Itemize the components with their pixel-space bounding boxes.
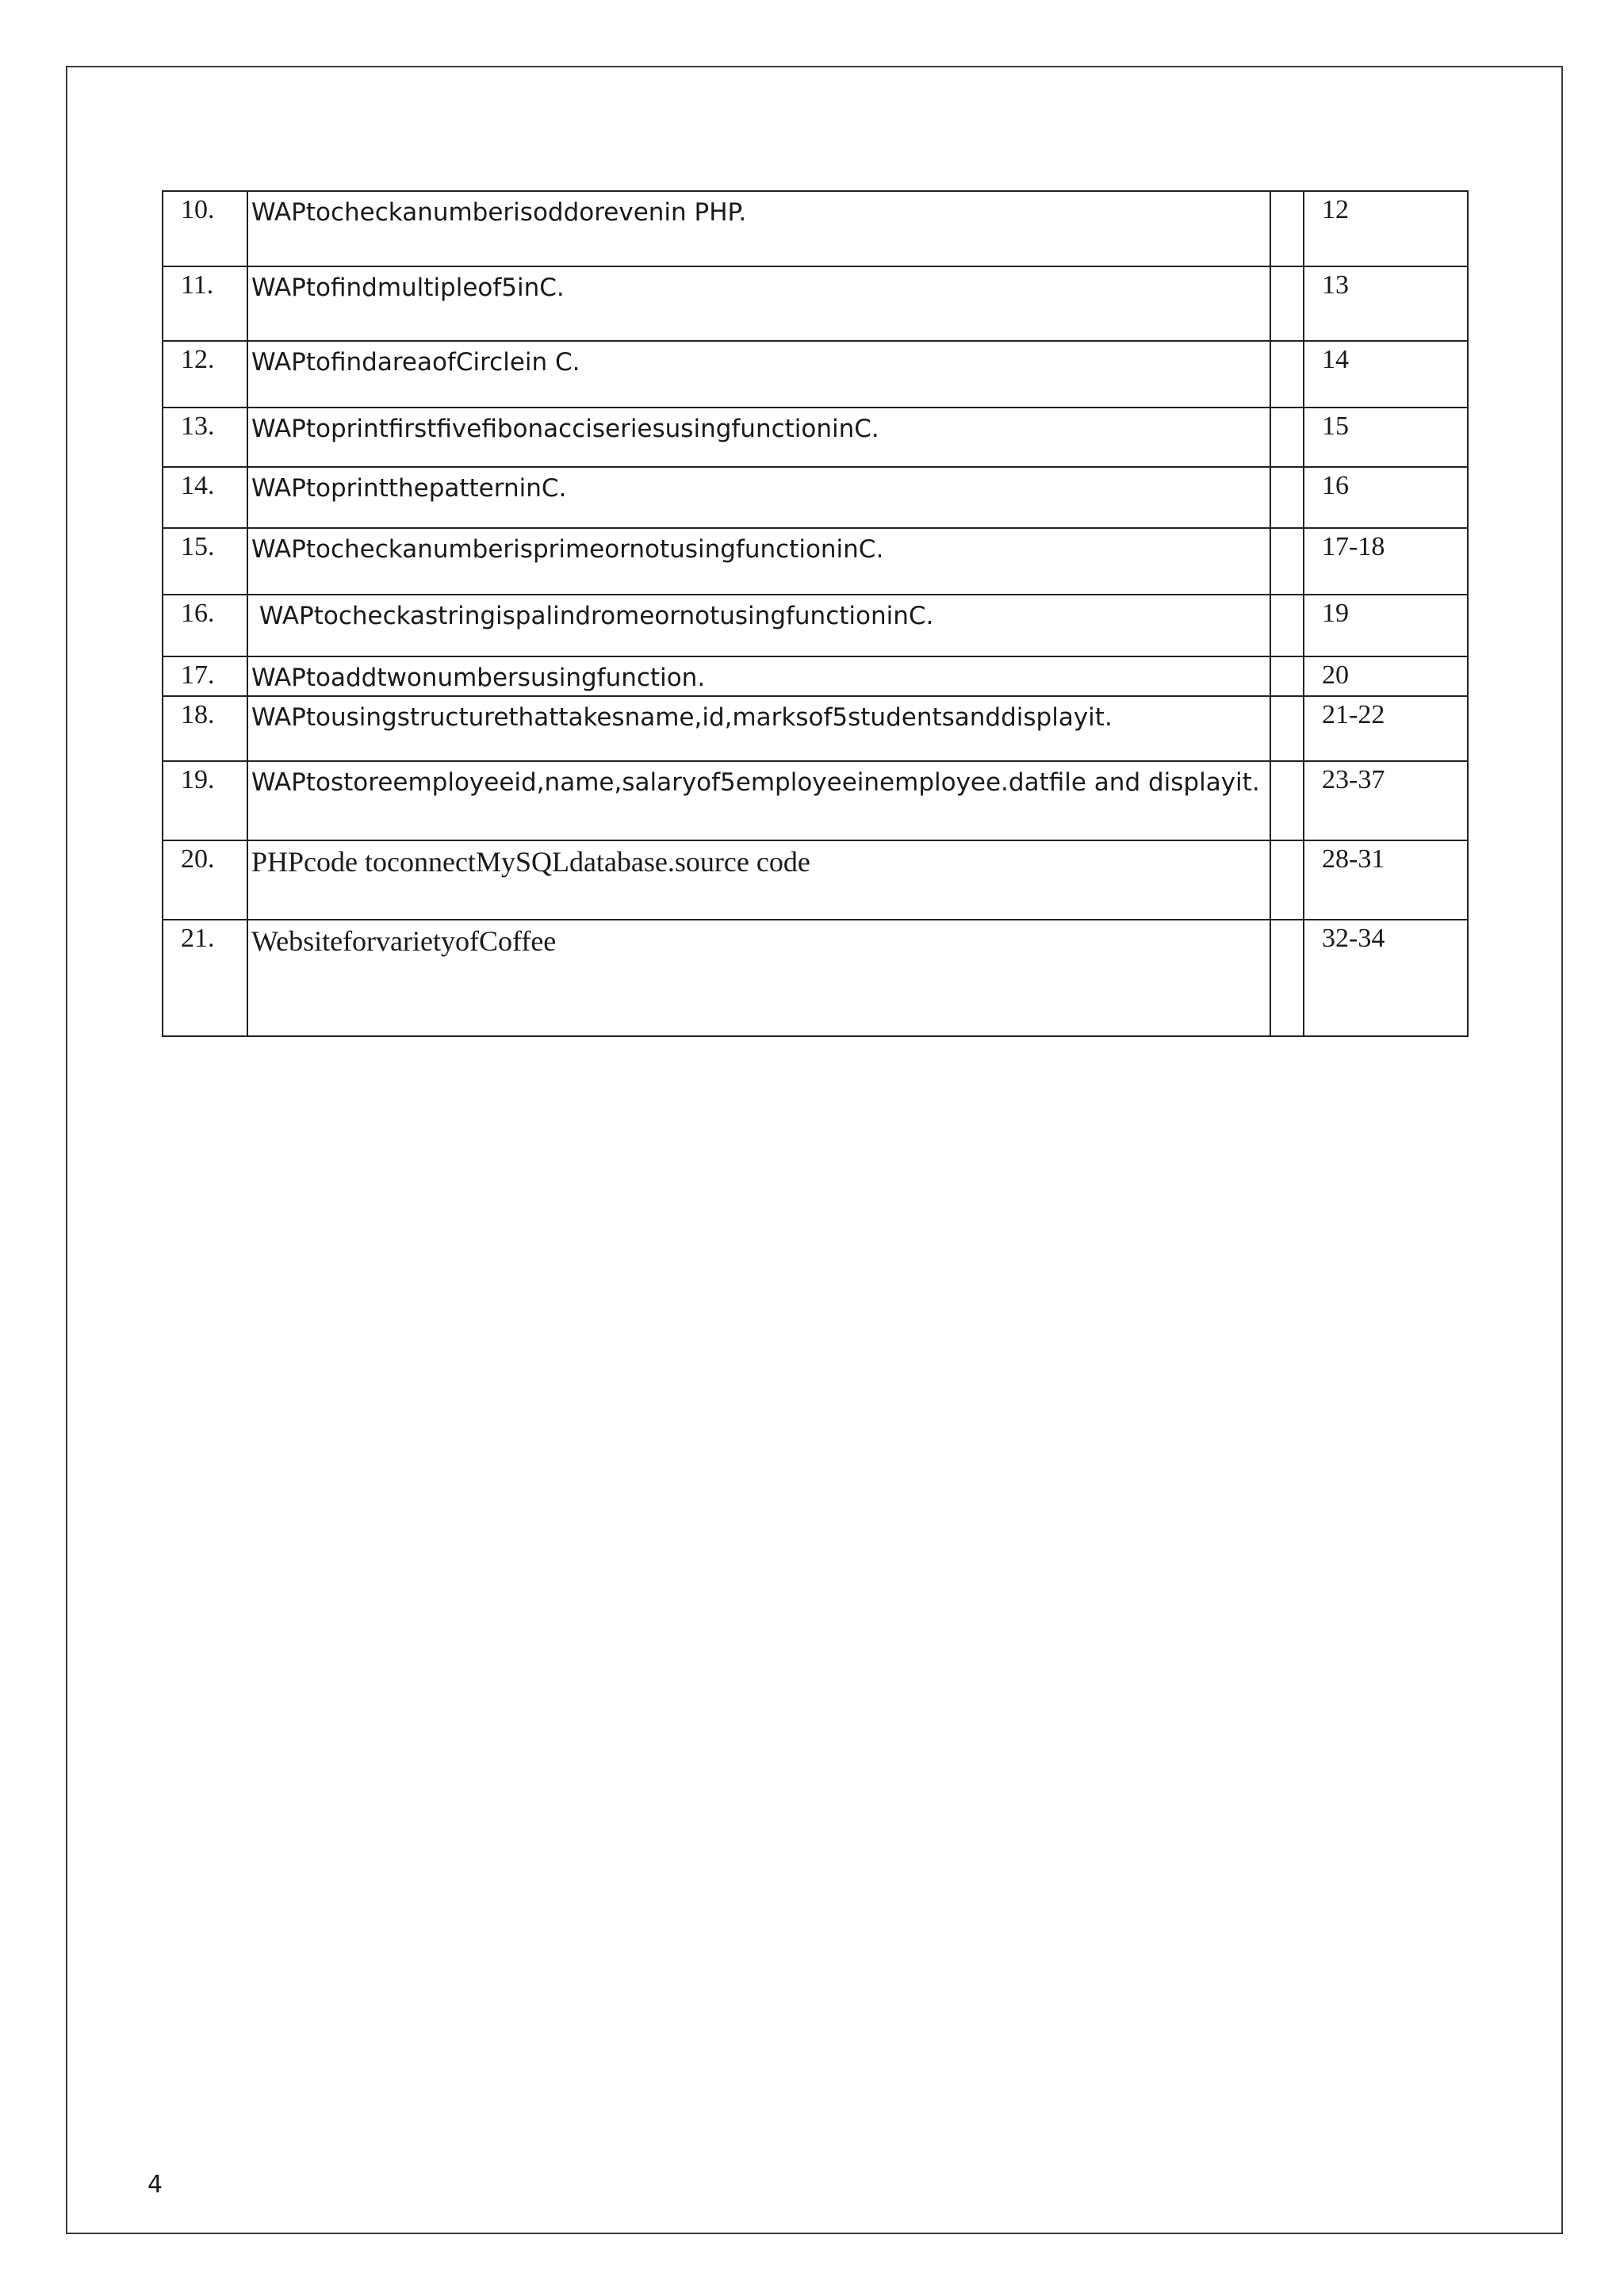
- row-pages: 12: [1304, 191, 1468, 266]
- row-pages: 13: [1304, 266, 1468, 341]
- row-number: 18.: [163, 696, 247, 761]
- row-number: 16.: [163, 595, 247, 656]
- blank-cell: [1270, 408, 1304, 467]
- row-title: WAPtocheckanumberisoddorevenin PHP.: [247, 191, 1270, 266]
- table-row: [163, 191, 1468, 266]
- table-of-contents: [162, 190, 1469, 1037]
- toc-body: [163, 191, 1468, 1036]
- row-title: WAPtousingstructurethattakesname,id,marksof5studentsanddisplayit.: [247, 696, 1270, 761]
- row-title: WAPtoprintthepatterninC.: [247, 467, 1270, 528]
- row-pages: 20: [1304, 656, 1468, 696]
- row-pages: 32-34: [1304, 920, 1468, 1036]
- row-pages: 17-18: [1304, 528, 1468, 595]
- row-title: PHPcode toconnectMySQLdatabase.source code: [247, 840, 1270, 920]
- table-row: [163, 341, 1468, 408]
- table-row: [163, 467, 1468, 528]
- row-number: 13.: [163, 408, 247, 467]
- row-pages: 21-22: [1304, 696, 1468, 761]
- row-number: 17.: [163, 656, 247, 696]
- row-number: 20.: [163, 840, 247, 920]
- table-row: [163, 920, 1468, 1036]
- row-number: 19.: [163, 761, 247, 840]
- blank-cell: [1270, 191, 1304, 266]
- table-row: [163, 528, 1468, 595]
- blank-cell: [1270, 528, 1304, 595]
- blank-cell: [1270, 696, 1304, 761]
- table-row: [163, 761, 1468, 840]
- row-title: WAPtocheckanumberisprimeornotusingfunctioninC.: [247, 528, 1270, 595]
- row-pages: 15: [1304, 408, 1468, 467]
- table-row: [163, 266, 1468, 341]
- table-row: [163, 840, 1468, 920]
- row-number: 11.: [163, 266, 247, 341]
- table-row: [163, 595, 1468, 656]
- row-title: WAPtocheckastringispalindromeornotusingfunctioninC.: [247, 595, 1270, 656]
- row-number: 12.: [163, 341, 247, 408]
- row-title: WAPtostoreemployeeid,name,salaryof5employeeinemployee.datfile and displayit.: [247, 761, 1270, 840]
- blank-cell: [1270, 467, 1304, 528]
- row-pages: 19: [1304, 595, 1468, 656]
- row-title: WAPtoaddtwonumbersusingfunction.: [247, 656, 1270, 696]
- blank-cell: [1270, 341, 1304, 408]
- row-title: WAPtofindmultipleof5inC.: [247, 266, 1270, 341]
- blank-cell: [1270, 656, 1304, 696]
- blank-cell: [1270, 920, 1304, 1036]
- table-row: [163, 656, 1468, 696]
- blank-cell: [1270, 761, 1304, 840]
- blank-cell: [1270, 266, 1304, 341]
- row-title: WAPtoprintfirstfivefibonacciseriesusingfunctioninC.: [247, 408, 1270, 467]
- row-pages: 28-31: [1304, 840, 1468, 920]
- row-pages: 16: [1304, 467, 1468, 528]
- row-title: WebsiteforvarietyofCoffee: [247, 920, 1270, 1036]
- page-number: 4: [147, 2171, 163, 2198]
- blank-cell: [1270, 595, 1304, 656]
- row-pages: 23-37: [1304, 761, 1468, 840]
- row-number: 21.: [163, 920, 247, 1036]
- row-number: 14.: [163, 467, 247, 528]
- table-row: [163, 696, 1468, 761]
- row-number: 10.: [163, 191, 247, 266]
- row-title: WAPtofindareaofCirclein C.: [247, 341, 1270, 408]
- row-pages: 14: [1304, 341, 1468, 408]
- blank-cell: [1270, 840, 1304, 920]
- row-number: 15.: [163, 528, 247, 595]
- table-row: [163, 408, 1468, 467]
